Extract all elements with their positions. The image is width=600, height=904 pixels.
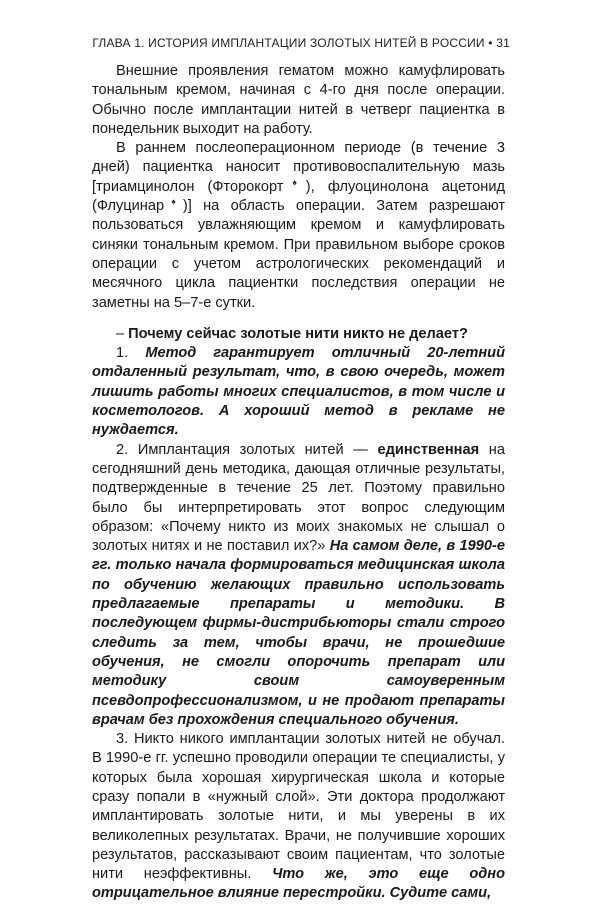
postop-text-a: В раннем послеоперационном периоде (в течение 3 дней) пациентка наносит противовоспалительную мазь [триамцинолон (Фторокорт [92,140,505,195]
question-dash: – [116,325,129,342]
answer-3-text: 3. Никто никого имплантации золотых нитей не обучал. В 1990-е гг. успешно проводили операции те специалисты, у которых была хорошая хирургическая школа и которые сразу попали в «нужный слой». Эти доктора продолжают имплантировать золотые нити, и мы уверены в их великолепных результатах. Врачи, не получившие хороших результатов, рассказывают своим пациентам, что золотые нити неэффективны. [92,731,505,883]
trademark-mark: ♠ [164,197,183,207]
postop-text-b: ), флуоцинолона ацетонид (Флуцинар [92,178,505,215]
answer-2 [92,441,505,730]
paragraph-hematoma: Внешние проявления гематом можно камуфлировать тональным кремом, начиная с 4-го дня после операции. Обычно после имплантации нитей в четверг пациентка в понедельник выходит на работу. [92,63,505,137]
paragraph-postop [92,139,505,313]
header-separator: • [484,36,497,50]
question-text: Почему сейчас золотые нити никто не делает? [128,325,468,342]
answer-2-italic: На самом деле, в 1990-е гг. только начала формироваться медицинская школа по обучению желающих правильно использовать предлагаемые препараты и методики. В последующем фирмы-дистрибьюторы стали строго следить за тем, чтобы врачи, не прошедшие обучения, не смогли опорочить препарат или методику своим самоуверенным псевдопрофессионализмом, и не продают препараты врачам без прохождения специального обучения. [92,538,505,728]
answer-2-emphasis: единственная [377,441,480,458]
answer-2-text-a: 2. Имплантация золотых нитей — [116,441,378,458]
answer-1-text: Метод гарантирует отличный 20-летний отдаленный результат, что, в свою очередь, может лишить работы многих специалистов, в том числе и косметологов. А хороший метод в рекламе не нуждается. [92,345,505,439]
postop-text-c: )] на область операции. Затем разрешают пользоваться увлажняющим кремом и камуфлировать синяки тональным кремом. При правильном выборе сроков операции с учетом астрологических рекомендаций и месячного цикла пациентки последствия операции не заметны на 5–7-е сутки. [92,198,506,311]
page-number: 31 [496,36,510,50]
page-body [92,62,505,904]
answer-3-italic: Что же, это еще одно отрицательное влияние перестройки. Судите сами, [92,866,505,902]
running-header [92,36,510,50]
answer-1 [92,344,505,440]
question-heading [92,325,505,344]
answer-1-number: 1. [116,345,146,362]
answer-3 [92,730,505,904]
running-title: ГЛАВА 1. ИСТОРИЯ ИМПЛАНТАЦИИ ЗОЛОТЫХ НИТЕЙ В РОССИИ [92,36,485,50]
trademark-mark: ♠ [283,177,306,187]
answer-2-text-b: на сегодняшний день методика, дающая отличные результаты, подтвержденные в течение 25 лет. Поэтому правильно было бы интерпретировать этот вопрос следующим образом: «Почему никто из моих знакомых не слышал о золотых нитях и не поставил их?» [92,441,505,555]
